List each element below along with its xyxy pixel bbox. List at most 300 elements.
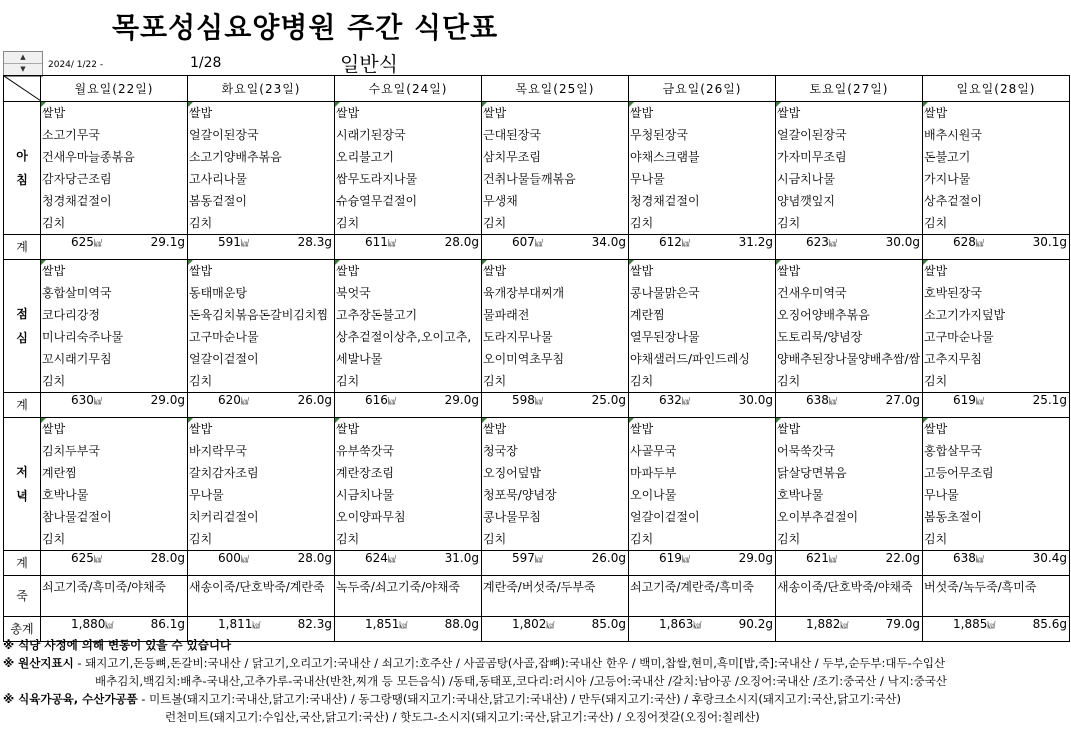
dinner-total-cell [629, 551, 776, 576]
protein-unit: g [1059, 235, 1067, 249]
kcal-number: 591 [218, 235, 241, 249]
protein-number: 28.0 [297, 551, 325, 565]
nutrition-values [776, 235, 922, 249]
protein-value [739, 617, 773, 631]
porridge-options: 녹두죽/쇠고기죽/야채죽 [336, 580, 461, 594]
porridge-row [4, 576, 1070, 617]
kcal-value [512, 235, 543, 249]
menu-item: 고사리나물 [189, 172, 247, 186]
nutrition-values [776, 551, 922, 565]
breakfast-row [4, 102, 1070, 235]
protein-unit: g [765, 393, 773, 407]
kcal-unit: ㎉ [93, 555, 102, 564]
protein-value [151, 235, 185, 249]
protein-unit: g [618, 393, 626, 407]
protein-unit: g [765, 235, 773, 249]
kcal-number: 611 [365, 235, 388, 249]
protein-unit: g [471, 551, 479, 565]
protein-unit: g [912, 235, 920, 249]
nutrition-values [41, 235, 187, 249]
dinner-cell [188, 418, 335, 551]
protein-value [592, 393, 626, 407]
menu-item: 쌀밥 [629, 418, 775, 440]
menu-item: 쌀밥 [482, 102, 628, 124]
breakfast-total-row [4, 235, 1070, 260]
day-header: 목요일(25일) [482, 76, 629, 102]
menu-item: 마파두부 [630, 466, 677, 480]
dinner-total-label: 계 [4, 551, 41, 576]
date-spinner[interactable] [3, 51, 43, 77]
kcal-unit: ㎉ [534, 397, 543, 406]
lunch-cell [923, 260, 1070, 393]
kcal-number: 598 [512, 393, 535, 407]
menu-item: 계란장조림 [336, 466, 394, 480]
porridge-options: 새송이죽/단호박죽/야채죽 [777, 580, 913, 594]
nutrition-values [482, 235, 628, 249]
protein-value [1033, 551, 1067, 565]
menu-item: 도라지무나물 [483, 330, 553, 344]
menu-item: 무청된장국 [630, 128, 688, 142]
kcal-unit: ㎉ [681, 397, 690, 406]
processed-line-2: 런천미트(돼지고기:수입산,국산,닭고기:국산) / 핫도그-소시지(돼지고기:국산,닭고기:국산) / 오징어젓갈(오징어:칠레산) [165, 710, 760, 724]
menu-item: 무나물 [924, 488, 959, 502]
protein-unit: g [912, 617, 920, 631]
nutrition-values [776, 617, 922, 631]
protein-value [445, 235, 479, 249]
protein-unit: g [177, 617, 185, 631]
kcal-unit: ㎉ [975, 555, 984, 564]
dinner-cell [629, 418, 776, 551]
protein-number: 86.1 [150, 617, 178, 631]
protein-number: 88.0 [444, 617, 472, 631]
protein-value [739, 551, 773, 565]
protein-number: 85.0 [591, 617, 619, 631]
kcal-value [365, 617, 407, 631]
menu-item: 김치 [483, 374, 507, 388]
grand-total-label: 총계 [4, 617, 41, 642]
menu-item: 김치 [924, 532, 948, 546]
menu-item: 김치 [42, 532, 66, 546]
kcal-number: 630 [71, 393, 94, 407]
menu-item: 참나물겉절이 [42, 510, 112, 524]
menu-item: 얼갈이된장국 [777, 128, 847, 142]
protein-value [886, 393, 920, 407]
menu-item: 소고기양배추볶음 [189, 150, 282, 164]
menu-item: 무나물 [189, 488, 224, 502]
protein-unit: g [324, 551, 332, 565]
breakfast-total-cell [776, 235, 923, 260]
breakfast-cell [776, 102, 923, 235]
menu-item: 김치 [42, 216, 66, 230]
menu-item: 고구마순나물 [189, 330, 259, 344]
menu-item: 상추겉절이 [924, 194, 982, 208]
menu-item: 김치 [630, 532, 654, 546]
menu-item: 김치 [777, 216, 801, 230]
kcal-number: 624 [365, 551, 388, 565]
protein-number: 30.0 [885, 235, 913, 249]
menu-item: 건취나물들깨볶음 [483, 172, 576, 186]
protein-number: 79.0 [885, 617, 913, 631]
date-to: 1/28 [190, 55, 222, 71]
kcal-unit: ㎉ [681, 555, 690, 564]
kcal-number: 632 [659, 393, 682, 407]
kcal-number: 621 [806, 551, 829, 565]
dinner-total-cell [776, 551, 923, 576]
porridge-cell [188, 576, 335, 617]
menu-item: 얼갈이된장국 [189, 128, 259, 142]
menu-item: 콩나물무침 [483, 510, 541, 524]
menu-item: 김치 [483, 532, 507, 546]
menu-item: 쌈무도라지나물 [336, 172, 418, 186]
kcal-unit: ㎉ [828, 555, 837, 564]
menu-item: 어묵쑥갓국 [777, 444, 835, 458]
lunch-total-cell [923, 393, 1070, 418]
menu-item: 오이양파무침 [336, 510, 406, 524]
menu-type: 일반식 [340, 52, 398, 76]
kcal-unit: ㎉ [534, 239, 543, 248]
nutrition-values [41, 617, 187, 631]
spinner-up-icon[interactable]: ▲ [4, 52, 42, 64]
dinner-total-cell [188, 551, 335, 576]
menu-item: 열무된장나물 [630, 330, 700, 344]
menu-item: 고추장돈불고기 [336, 308, 418, 322]
menu-item: 얼갈이겉절이 [189, 352, 259, 366]
kcal-number: 1,885 [953, 617, 988, 631]
menu-item: 건새우마늘종볶음 [42, 150, 135, 164]
kcal-number: 625 [71, 551, 94, 565]
kcal-number: 616 [365, 393, 388, 407]
menu-item: 가자미무조림 [777, 150, 847, 164]
protein-number: 90.2 [738, 617, 766, 631]
kcal-unit: ㎉ [975, 239, 984, 248]
diagonal-line [4, 76, 41, 101]
menu-item: 쌀밥 [41, 102, 187, 124]
kcal-value [659, 617, 701, 631]
protein-value [592, 617, 626, 631]
kcal-value [71, 235, 102, 249]
nutrition-values [923, 551, 1069, 565]
menu-item: 육개장부대찌개 [483, 286, 565, 300]
porridge-cell [482, 576, 629, 617]
protein-number: 30.0 [738, 393, 766, 407]
dinner-total-cell [482, 551, 629, 576]
menu-item: 가지나물 [924, 172, 971, 186]
day-header: 수요일(24일) [335, 76, 482, 102]
lunch-label [4, 260, 41, 393]
kcal-value [218, 617, 260, 631]
dinner-cell [923, 418, 1070, 551]
protein-number: 30.1 [1032, 235, 1060, 249]
porridge-cell [923, 576, 1070, 617]
protein-number: 28.0 [444, 235, 472, 249]
protein-number: 29.1 [150, 235, 178, 249]
kcal-unit: ㎉ [987, 621, 996, 630]
menu-item: 쌀밥 [482, 418, 628, 440]
protein-unit: g [618, 551, 626, 565]
menu-item: 근대된장국 [483, 128, 541, 142]
porridge-options: 새송이죽/단호박죽/계란죽 [189, 580, 325, 594]
kcal-unit: ㎉ [840, 621, 849, 630]
kcal-number: 638 [806, 393, 829, 407]
protein-value [1033, 235, 1067, 249]
protein-value [886, 235, 920, 249]
kcal-value [218, 551, 249, 565]
origin-line-2: 배추김치,백김치:배추-국내산,고추가루-국내산(반찬,찌개 등 모든음식) /동태,동태포,코다리:러시아 /고등어:국내산 /갈치:남아공 /오징어:국내산 /조기:중국산 / 낙지:중국산 [95, 674, 948, 688]
menu-item: 건새우미역국 [777, 286, 847, 300]
nutrition-values [776, 393, 922, 407]
menu-item: 호박된장국 [924, 286, 982, 300]
dinner-cell [776, 418, 923, 551]
page-title: 목포성심요양병원 주간 식단표 [112, 11, 499, 44]
protein-number: 25.0 [591, 393, 619, 407]
protein-unit: g [618, 617, 626, 631]
kcal-unit: ㎉ [105, 621, 114, 630]
kcal-value [953, 393, 984, 407]
menu-item: 시금치나물 [777, 172, 835, 186]
menu-item: 청포묵/양념장 [483, 488, 557, 502]
breakfast-cell [923, 102, 1070, 235]
dinner-cell [335, 418, 482, 551]
breakfast-total-cell [923, 235, 1070, 260]
lunch-cell [41, 260, 188, 393]
processed-label: ※ 식육가공육, 수산가공품 [3, 692, 138, 706]
menu-item: 감자당근조림 [42, 172, 112, 186]
protein-value [592, 235, 626, 249]
menu-item: 김치 [336, 532, 360, 546]
protein-value [592, 551, 626, 565]
kcal-unit: ㎉ [546, 621, 555, 630]
kcal-unit: ㎉ [975, 397, 984, 406]
kcal-value [806, 393, 837, 407]
day-header: 화요일(23일) [188, 76, 335, 102]
kcal-unit: ㎉ [693, 621, 702, 630]
menu-item: 홍합살미역국 [42, 286, 112, 300]
day-header: 일요일(28일) [923, 76, 1070, 102]
origin-line-1: - 돼지고기,돈등뼈,돈갈비:국내산 / 닭고기,오리고기:국내산 / 쇠고기:호주산 / 사골곰탕(사골,잡뼈):국내산 한우 / 백미,찹쌀,현미,흑미[밥,죽]:국내산 / 두부,순두부:대두-수입산 [73, 656, 946, 670]
menu-item: 청국장 [483, 444, 518, 458]
protein-value [298, 617, 332, 631]
nutrition-values [923, 393, 1069, 407]
dinner-row [4, 418, 1070, 551]
nutrition-values [923, 617, 1069, 631]
nutrition-values [188, 393, 334, 407]
dinner-label-text: 저 녁 [16, 465, 28, 503]
nutrition-values [629, 393, 775, 407]
lunch-cell [629, 260, 776, 393]
menu-item: 청경채겉절이 [630, 194, 700, 208]
protein-unit: g [324, 393, 332, 407]
menu-item: 오이부추겉절이 [777, 510, 859, 524]
protein-value [151, 393, 185, 407]
menu-item: 쌀밥 [188, 102, 334, 124]
menu-item: 계란찜 [42, 466, 77, 480]
menu-item: 양배추된장나물양배추쌈/쌈 [777, 352, 921, 366]
menu-item: 쌀밥 [629, 102, 775, 124]
nutrition-values [335, 235, 481, 249]
menu-item: 얼갈이겉절이 [630, 510, 700, 524]
nutrition-values [629, 617, 775, 631]
kcal-value [218, 393, 249, 407]
protein-unit: g [765, 617, 773, 631]
menu-item: 쌀밥 [41, 418, 187, 440]
menu-item: 김치 [924, 374, 948, 388]
menu-item: 김치 [630, 216, 654, 230]
kcal-unit: ㎉ [387, 239, 396, 248]
lunch-total-cell [776, 393, 923, 418]
kcal-unit: ㎉ [93, 397, 102, 406]
menu-item: 김치 [336, 374, 360, 388]
day-header-row [4, 76, 1070, 102]
menu-item: 쌀밥 [335, 102, 481, 124]
breakfast-total-cell [188, 235, 335, 260]
protein-number: 26.0 [591, 551, 619, 565]
menu-item: 김치 [777, 374, 801, 388]
menu-item: 오이미역초무침 [483, 352, 565, 366]
dinner-cell [41, 418, 188, 551]
processed-line-1: - 미트볼(돼지고기:국내산,닭고기:국내산) / 동그랑땡(돼지고기:국내산,닭고기:국내산) / 만두(돼지고기:국산) / 후랑크소시지(돼지고기:국산,닭고기:국산) [137, 692, 901, 706]
kcal-value [512, 393, 543, 407]
protein-number: 30.4 [1032, 551, 1060, 565]
menu-item: 김치 [924, 216, 948, 230]
nutrition-values [482, 393, 628, 407]
menu-item: 쌀밥 [188, 418, 334, 440]
protein-unit: g [912, 551, 920, 565]
day-header: 토요일(27일) [776, 76, 923, 102]
menu-item: 쌀밥 [923, 102, 1069, 124]
porridge-options: 쇠고기죽/흑미죽/야채죽 [42, 580, 167, 594]
protein-unit: g [177, 393, 185, 407]
nutrition-values [923, 235, 1069, 249]
menu-item: 김치 [630, 374, 654, 388]
breakfast-total-cell [41, 235, 188, 260]
menu-item: 쌀밥 [923, 260, 1069, 282]
menu-item: 시래기된장국 [336, 128, 406, 142]
lunch-total-cell [482, 393, 629, 418]
kcal-number: 600 [218, 551, 241, 565]
menu-item: 김치 [189, 532, 213, 546]
nutrition-values [482, 551, 628, 565]
protein-value [445, 617, 479, 631]
breakfast-cell [482, 102, 629, 235]
kcal-number: 1,880 [71, 617, 106, 631]
menu-item: 물파래전 [483, 308, 530, 322]
menu-item: 김치 [189, 374, 213, 388]
menu-item: 쌀밥 [188, 260, 334, 282]
menu-item: 소고기가지덮밥 [924, 308, 1006, 322]
menu-item: 김치 [483, 216, 507, 230]
menu-item: 고구마순나물 [924, 330, 994, 344]
porridge-options: 계란죽/버섯죽/두부죽 [483, 580, 596, 594]
protein-number: 29.0 [150, 393, 178, 407]
lunch-cell [776, 260, 923, 393]
protein-number: 25.1 [1032, 393, 1060, 407]
protein-number: 28.3 [297, 235, 325, 249]
protein-unit: g [618, 235, 626, 249]
nutrition-values [482, 617, 628, 631]
nutrition-values [188, 551, 334, 565]
menu-item: 배추시원국 [924, 128, 982, 142]
lunch-total-label: 계 [4, 393, 41, 418]
kcal-unit: ㎉ [240, 555, 249, 564]
protein-value [445, 551, 479, 565]
kcal-number: 607 [512, 235, 535, 249]
protein-number: 29.0 [444, 393, 472, 407]
kcal-unit: ㎉ [240, 239, 249, 248]
lunch-row [4, 260, 1070, 393]
dinner-total-cell [335, 551, 482, 576]
nutrition-values [41, 551, 187, 565]
lunch-total-cell [188, 393, 335, 418]
menu-item: 김치두부국 [42, 444, 100, 458]
kcal-number: 1,851 [365, 617, 400, 631]
nutrition-values [188, 235, 334, 249]
date-from: 2024/ 1/22 - [48, 60, 104, 70]
kcal-unit: ㎉ [534, 555, 543, 564]
protein-number: 34.0 [591, 235, 619, 249]
notes-change: ※ 식당 사정에 의해 변동이 있을 수 있습니다 [3, 638, 232, 652]
porridge-label: 죽 [4, 576, 41, 617]
menu-item: 돈불고기 [924, 150, 971, 164]
porridge-cell [335, 576, 482, 617]
menu-item: 상추겉절이상추,오이고추, [336, 330, 472, 344]
breakfast-cell [188, 102, 335, 235]
protein-value [151, 617, 185, 631]
menu-item: 갈치감자조림 [189, 466, 259, 480]
kcal-value [512, 551, 543, 565]
menu-item: 야채샐러드/파인드레싱 [630, 352, 750, 366]
lunch-cell [188, 260, 335, 393]
kcal-value [806, 617, 848, 631]
kcal-value [806, 551, 837, 565]
protein-unit: g [177, 551, 185, 565]
menu-item: 쌀밥 [482, 260, 628, 282]
kcal-value [512, 617, 554, 631]
protein-unit: g [1059, 551, 1067, 565]
menu-item: 오이나물 [630, 488, 677, 502]
kcal-value [365, 235, 396, 249]
dinner-label [4, 418, 41, 551]
kcal-unit: ㎉ [387, 397, 396, 406]
menu-item: 도토리묵/양념장 [777, 330, 863, 344]
menu-item: 쌀밥 [776, 102, 922, 124]
menu-item: 호박나물 [42, 488, 89, 502]
spinner-down-icon[interactable]: ▼ [20, 65, 26, 73]
protein-value [151, 551, 185, 565]
lunch-cell [335, 260, 482, 393]
protein-number: 31.0 [444, 551, 472, 565]
breakfast-label-text: 아 침 [16, 149, 28, 187]
menu-item: 쌀밥 [923, 418, 1069, 440]
breakfast-total-label: 계 [4, 235, 41, 260]
porridge-options: 쇠고기죽/계란죽/흑미죽 [630, 580, 755, 594]
menu-item: 김치 [336, 216, 360, 230]
nutrition-values [41, 393, 187, 407]
menu-item: 호박나물 [777, 488, 824, 502]
protein-number: 28.0 [150, 551, 178, 565]
porridge-cell [629, 576, 776, 617]
menu-item: 슈슝열무겉절이 [336, 194, 418, 208]
menu-item: 쌀밥 [41, 260, 187, 282]
porridge-options: 버섯죽/녹두죽/흑미죽 [924, 580, 1037, 594]
menu-item: 쌀밥 [776, 418, 922, 440]
menu-item: 봄동초절이 [924, 510, 982, 524]
menu-item: 고추지무침 [924, 352, 982, 366]
menu-item: 소고기무국 [42, 128, 100, 142]
kcal-value [218, 235, 249, 249]
menu-item: 돈육김치볶음돈갈비김치찜 [189, 308, 329, 322]
kcal-number: 1,882 [806, 617, 841, 631]
protein-unit: g [765, 551, 773, 565]
